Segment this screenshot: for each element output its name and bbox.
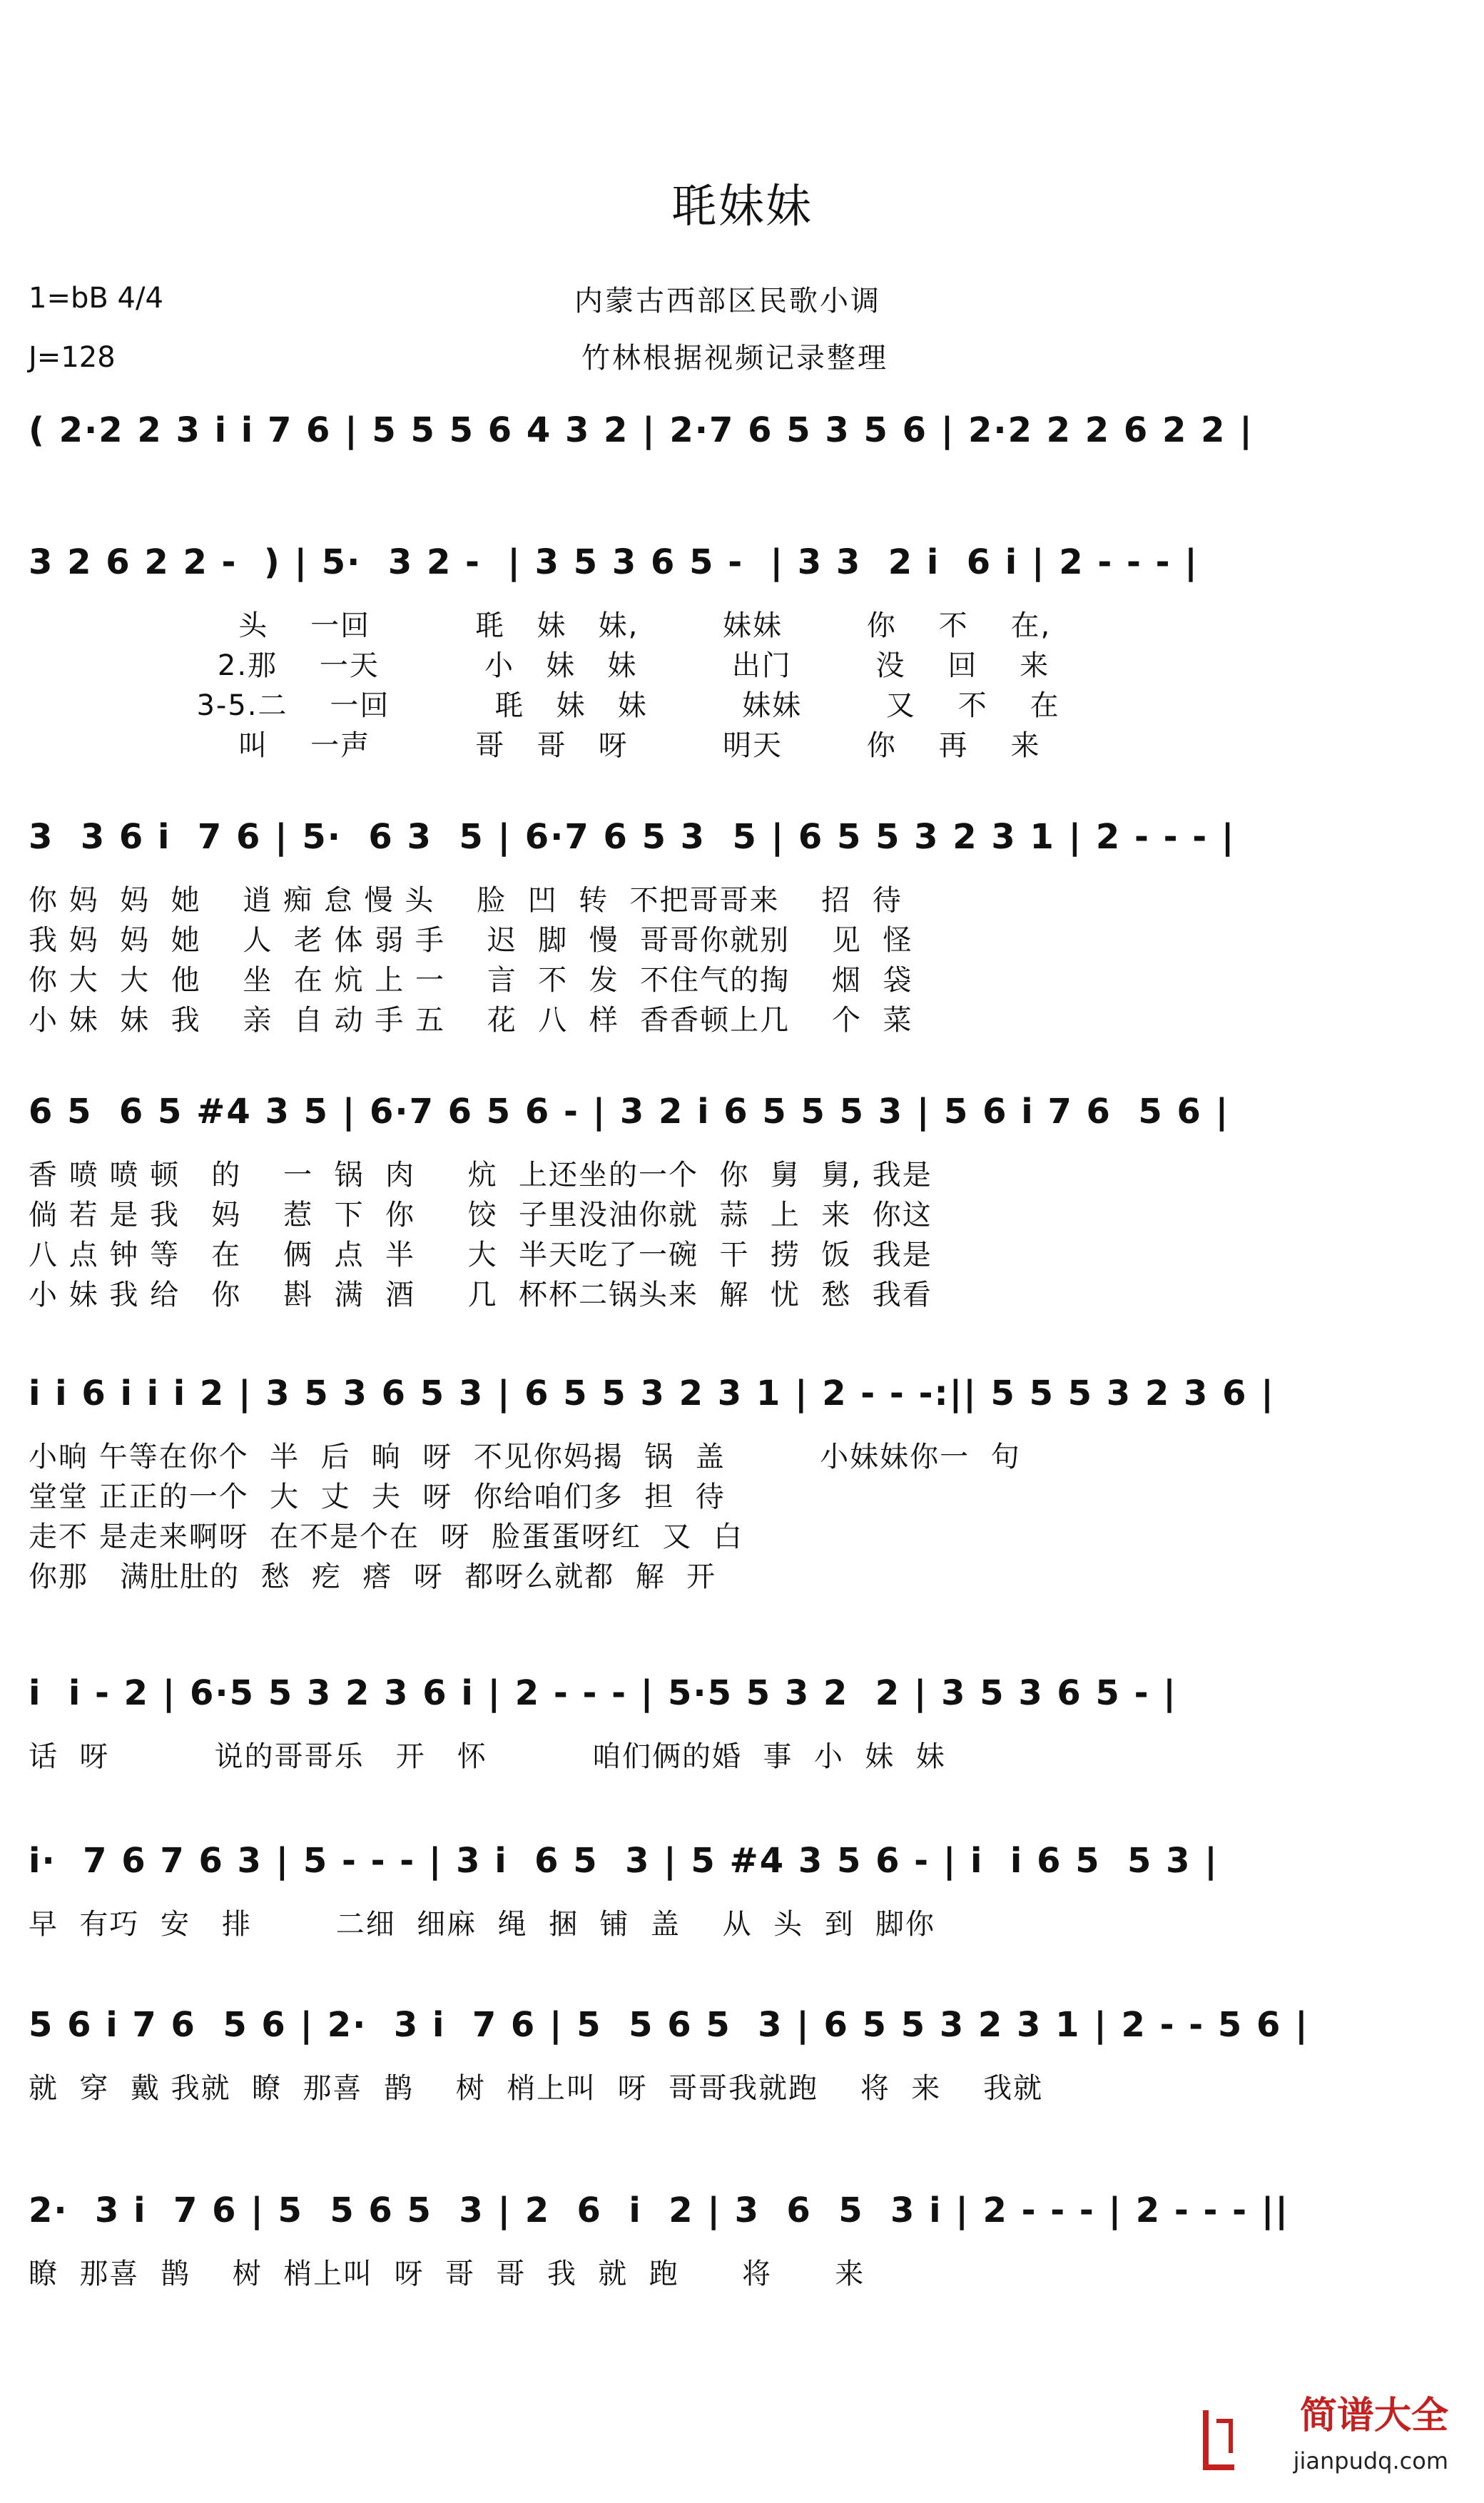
lyric-line: 话 呀 说的哥哥乐 开 怀 咱们俩的婚 事 小 妹 妹 — [29, 1740, 946, 1773]
lyric-line: 香 喷 喷 顿 的 一 锅 肉 炕 上还坐的一个 你 舅 舅, 我是 — [29, 1159, 932, 1192]
notation-line: i i - 2 | 6·5 5 3 2 3 6 i | 2 - - - | 5·5 5 3 2 2 | 3 5 3 6 5 - | — [29, 1673, 1177, 1713]
lyric-line: 头 一回 毦 妹 妹, 妹妹 你 不 在, — [29, 609, 1052, 642]
lyric-line: 小晌 午等在你个 半 后 晌 呀 不见你妈揭 锅 盖 小妹妹你一 句 — [29, 1441, 1021, 1473]
lyric-line: 早 有巧 安 排 二细 细麻 绳 捆 铺 盖 从 头 到 脚你 — [29, 1908, 936, 1941]
watermark-logo-icon — [1199, 2403, 1241, 2474]
lyric-line: 你那 满肚肚的 愁 疙 瘩 呀 都呀么就都 解 开 — [29, 1560, 717, 1593]
watermark-url: jianpudq.com — [1293, 2447, 1448, 2474]
lyric-line: 小 妹 我 给 你 斟 满 酒 几 杯杯二锅头来 解 忧 愁 我看 — [29, 1279, 932, 1311]
lyric-line: 你 大 大 他 坐 在 炕 上 一 言 不 发 不住气的掏 烟 袋 — [29, 964, 913, 997]
lyric-line: 我 妈 妈 她 人 老 体 弱 手 迟 脚 慢 哥哥你就别 见 怪 — [29, 924, 913, 957]
notation-line: ( 2·2 2 3 i i 7 6 | 5 5 5 6 4 3 2 | 2·7 6 5 3 5 6 | 2·2 2 2 6 2 2 | — [29, 410, 1254, 450]
notation-line: 2· 3 i 7 6 | 5 5 6 5 3 | 2 6 i 2 | 3 6 5 3 i | 2 - - - | 2 - - - || — [29, 2190, 1289, 2230]
watermark-name: 简谱大全 — [1299, 2395, 1448, 2437]
lyric-line: 叫 一声 哥 哥 呀 明天 你 再 来 — [29, 729, 1041, 762]
notation-line: 6 5 6 5 #4 3 5 | 6·7 6 5 6 - | 3 2 i 6 5 5 5 3 | 5 6 i 7 6 5 6 | — [29, 1092, 1230, 1132]
lyric-line: 2.那 一天 小 妹 妹 出门 没 回 来 — [29, 649, 1050, 682]
key-meter: 1=bB 4/4 — [29, 282, 163, 315]
lyric-line: 就 穿 戴 我就 瞭 那喜 鹊 树 梢上叫 呀 哥哥我就跑 将 来 我就 — [29, 2072, 1044, 2105]
lyric-line: 八 点 钟 等 在 俩 点 半 大 半天吃了一碗 干 捞 饭 我是 — [29, 1239, 932, 1271]
lyric-line: 堂堂 正正的一个 大 丈 夫 呀 你给咱们多 担 待 — [29, 1481, 726, 1513]
lyric-line: 3-5.二 一回 毦 妹 妹 妹妹 又 不 在 — [29, 689, 1060, 722]
lyric-line: 瞭 那喜 鹊 树 梢上叫 呀 哥 哥 我 就 跑 将 来 — [29, 2258, 865, 2290]
score-title: 毦妹妹 — [671, 181, 813, 233]
lyric-line: 你 妈 妈 她 逍 痴 怠 慢 头 脸 凹 转 不把哥哥来 招 待 — [29, 884, 903, 917]
notation-line: i· 7 6 7 6 3 | 5 - - - | 3 i 6 5 3 | 5 #4 3 5 6 - | i i 6 5 5 3 | — [29, 1841, 1219, 1881]
lyric-line: 小 妹 妹 我 亲 自 动 手 五 花 八 样 香香顿上几 个 菜 — [29, 1004, 913, 1037]
arranger-note: 竹林根据视频记录整理 — [581, 342, 888, 375]
lyric-line: 走不 是走来啊呀 在不是个在 呀 脸蛋蛋呀红 又 白 — [29, 1520, 743, 1553]
notation-line: i i 6 i i i 2 | 3 5 3 6 5 3 | 6 5 5 3 2 3 1 | 2 - - -:|| 5 5 5 3 2 3 6 | — [29, 1374, 1275, 1413]
source-note: 内蒙古西部区民歌小调 — [574, 285, 881, 318]
lyric-line: 倘 若 是 我 妈 惹 下 你 饺 子里没油你就 蒜 上 来 你这 — [29, 1199, 932, 1232]
notation-line: 3 2 6 2 2 - ) | 5· 3 2 - | 3 5 3 6 5 - | 3 3 2 i 6 i | 2 - - - | — [29, 542, 1199, 582]
notation-line: 5 6 i 7 6 5 6 | 2· 3 i 7 6 | 5 5 6 5 3 | 6 5 5 3 2 3 1 | 2 - - 5 6 | — [29, 2005, 1309, 2045]
notation-line: 3 3 6 i 7 6 | 5· 6 3 5 | 6·7 6 5 3 5 | 6 5 5 3 2 3 1 | 2 - - - | — [29, 817, 1236, 857]
tempo-mark: J=128 — [29, 341, 116, 374]
